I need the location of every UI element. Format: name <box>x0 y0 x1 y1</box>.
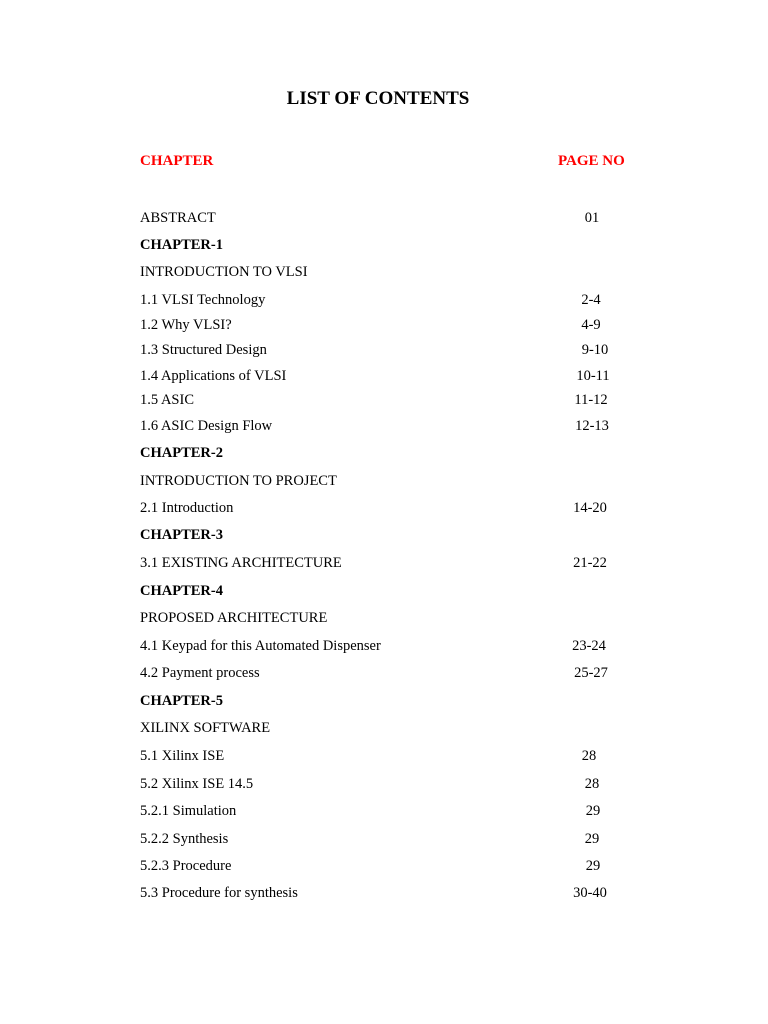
toc-entry-page: 2-4 <box>581 292 601 308</box>
toc-entry <box>140 416 620 436</box>
toc-entry-label: INTRODUCTION TO VLSI <box>140 264 308 280</box>
toc-entry-page: 29 <box>585 803 601 819</box>
toc-entry-label: PROPOSED ARCHITECTURE <box>140 610 328 626</box>
toc-entry-label: 5.2.2 Synthesis <box>140 831 229 847</box>
toc-chapter-heading <box>140 235 620 255</box>
toc-entry-page: 28 <box>581 748 597 764</box>
toc-entry-label: 1.5 ASIC <box>140 392 194 408</box>
toc-entry <box>140 390 620 410</box>
toc-entry-page: 29 <box>585 858 601 874</box>
toc-entry-label: INTRODUCTION TO PROJECT <box>140 473 337 489</box>
page-title-text: LIST OF CONTENTS <box>286 88 470 109</box>
toc-entry-label: 4.2 Payment process <box>140 665 260 681</box>
chapter-column-header: CHAPTER <box>140 153 214 169</box>
toc-entry-label: CHAPTER-2 <box>140 445 223 461</box>
toc-entry <box>140 829 620 849</box>
toc-entry-page: 23-24 <box>572 638 606 654</box>
toc-entry <box>140 883 620 903</box>
toc-entry-page: 4-9 <box>581 317 601 333</box>
toc-entry-label: 5.2.1 Simulation <box>140 803 237 819</box>
toc-entry <box>140 366 620 386</box>
toc-entry-label: 1.1 VLSI Technology <box>140 292 266 308</box>
toc-entry-label: 1.6 ASIC Design Flow <box>140 418 273 434</box>
toc-entry-label: CHAPTER-4 <box>140 583 223 599</box>
toc-entry <box>140 498 620 518</box>
toc-entry-label: 5.3 Procedure for synthesis <box>140 885 298 901</box>
toc-entry <box>140 208 620 228</box>
toc-chapter-heading <box>140 691 620 711</box>
toc-entry <box>140 801 620 821</box>
toc-entry-label: 1.2 Why VLSI? <box>140 317 232 333</box>
toc-entry-page: 25-27 <box>574 665 608 681</box>
toc-entry <box>140 471 620 491</box>
toc-entry-label: 5.1 Xilinx ISE <box>140 748 225 764</box>
toc-entry-label: 3.1 EXISTING ARCHITECTURE <box>140 555 342 571</box>
toc-entry <box>140 262 620 282</box>
toc-chapter-heading <box>140 581 620 601</box>
toc-entry-page: 11-12 <box>574 392 608 408</box>
toc-entry <box>140 553 620 573</box>
toc-entry-page: 21-22 <box>573 555 607 571</box>
toc-entry <box>140 718 620 738</box>
toc-entry <box>140 290 620 310</box>
toc-entry-page: 01 <box>584 210 600 226</box>
toc-entry-page: 28 <box>584 776 600 792</box>
toc-entry <box>140 636 620 656</box>
toc-entry-page: 12-13 <box>575 418 609 434</box>
toc-entry-page: 9-10 <box>581 342 609 358</box>
toc-entry <box>140 746 620 766</box>
toc-entry <box>140 856 620 876</box>
toc-entry-label: 4.1 Keypad for this Automated Dispenser <box>140 638 381 654</box>
toc-entry-label: 5.2.3 Procedure <box>140 858 232 874</box>
page-title <box>0 88 768 110</box>
toc-entry-label: CHAPTER-3 <box>140 527 223 543</box>
toc-chapter-heading <box>140 525 620 545</box>
toc-entry-label: ABSTRACT <box>140 210 216 226</box>
toc-entry-page: 14-20 <box>573 500 607 516</box>
toc-entry <box>140 663 620 683</box>
toc-entry-page: 10-11 <box>576 368 610 384</box>
toc-entry-page: 29 <box>584 831 600 847</box>
page-no-column-header: PAGE NO <box>558 153 625 169</box>
toc-entry <box>140 315 620 335</box>
toc-entry-label: CHAPTER-1 <box>140 237 223 253</box>
toc-entry <box>140 774 620 794</box>
toc-entry-label: 5.2 Xilinx ISE 14.5 <box>140 776 254 792</box>
toc-entry-label: 2.1 Introduction <box>140 500 234 516</box>
toc-entry <box>140 608 620 628</box>
toc-entry <box>140 340 620 360</box>
toc-entry-label: 1.4 Applications of VLSI <box>140 368 287 384</box>
toc-chapter-heading <box>140 443 620 463</box>
toc-entry-label: XILINX SOFTWARE <box>140 720 271 736</box>
toc-entry-label: 1.3 Structured Design <box>140 342 267 358</box>
toc-entry-label: CHAPTER-5 <box>140 693 223 709</box>
toc-entry-page: 30-40 <box>573 885 607 901</box>
